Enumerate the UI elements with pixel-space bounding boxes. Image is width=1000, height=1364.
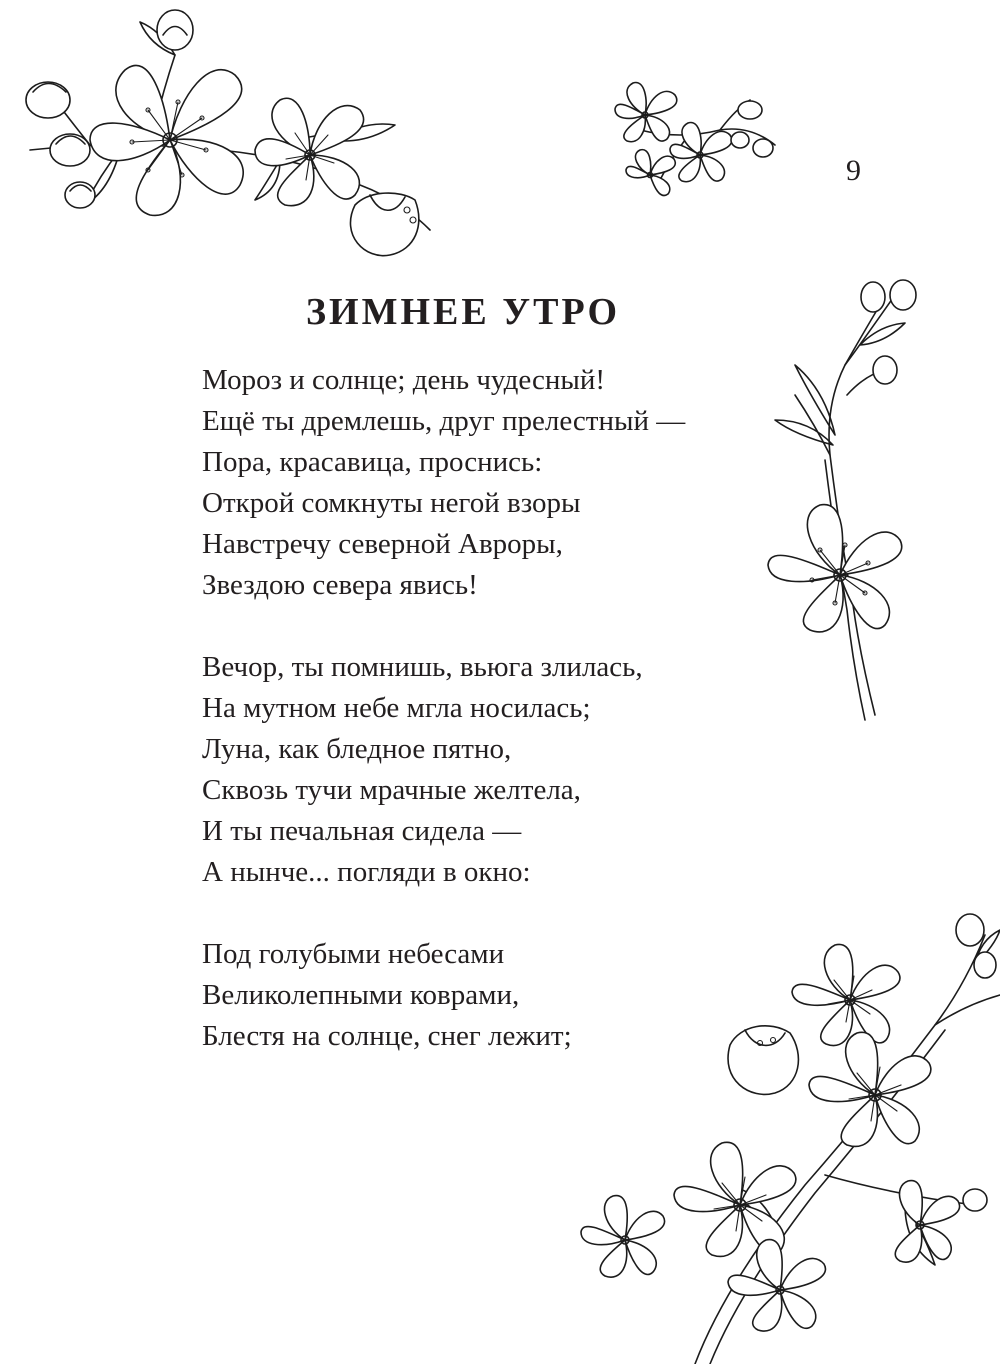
poem-title: ЗИМНЕЕ УТРО (305, 291, 620, 333)
stanza-1 (202, 360, 762, 606)
poem-line: Пора, красавица, проснись: (202, 446, 543, 478)
blossom-branch-bottom-right-icon (575, 905, 1000, 1364)
blossom-branch-right-icon (755, 275, 940, 725)
poem-line: Ещё ты дремлешь, друг прелестный — (202, 405, 686, 437)
poem-line: Открой сомкнуты негой взоры (202, 487, 581, 519)
poem-line: Луна, как бледное пятно, (202, 733, 512, 765)
poem-line: И ты печальная сидела — (202, 815, 522, 847)
poem-line: На мутном небе мгла носилась; (202, 692, 591, 724)
poem-line: Великолепными коврами, (202, 979, 520, 1011)
poem-line: Вечор, ты помнишь, вьюга злилась, (202, 651, 643, 683)
poem-line: Под голубыми небесами (202, 938, 505, 970)
blossom-branch-top-left-icon (0, 0, 450, 270)
poem-line: А нынче... погляди в окно: (202, 856, 531, 888)
blossom-cluster-top-right-icon (600, 70, 785, 205)
stanza-2 (202, 647, 762, 893)
poem-line: Навстречу северной Авроры, (202, 528, 563, 560)
poem-line: Блестя на солнце, снег лежит; (202, 1020, 572, 1052)
poem-line: Звездою севера явись! (202, 569, 478, 601)
poem-line: Сквозь тучи мрачные желтела, (202, 774, 581, 806)
page-number: 9 (846, 154, 861, 187)
poem-line: Мороз и солнце; день чудесный! (202, 364, 605, 396)
